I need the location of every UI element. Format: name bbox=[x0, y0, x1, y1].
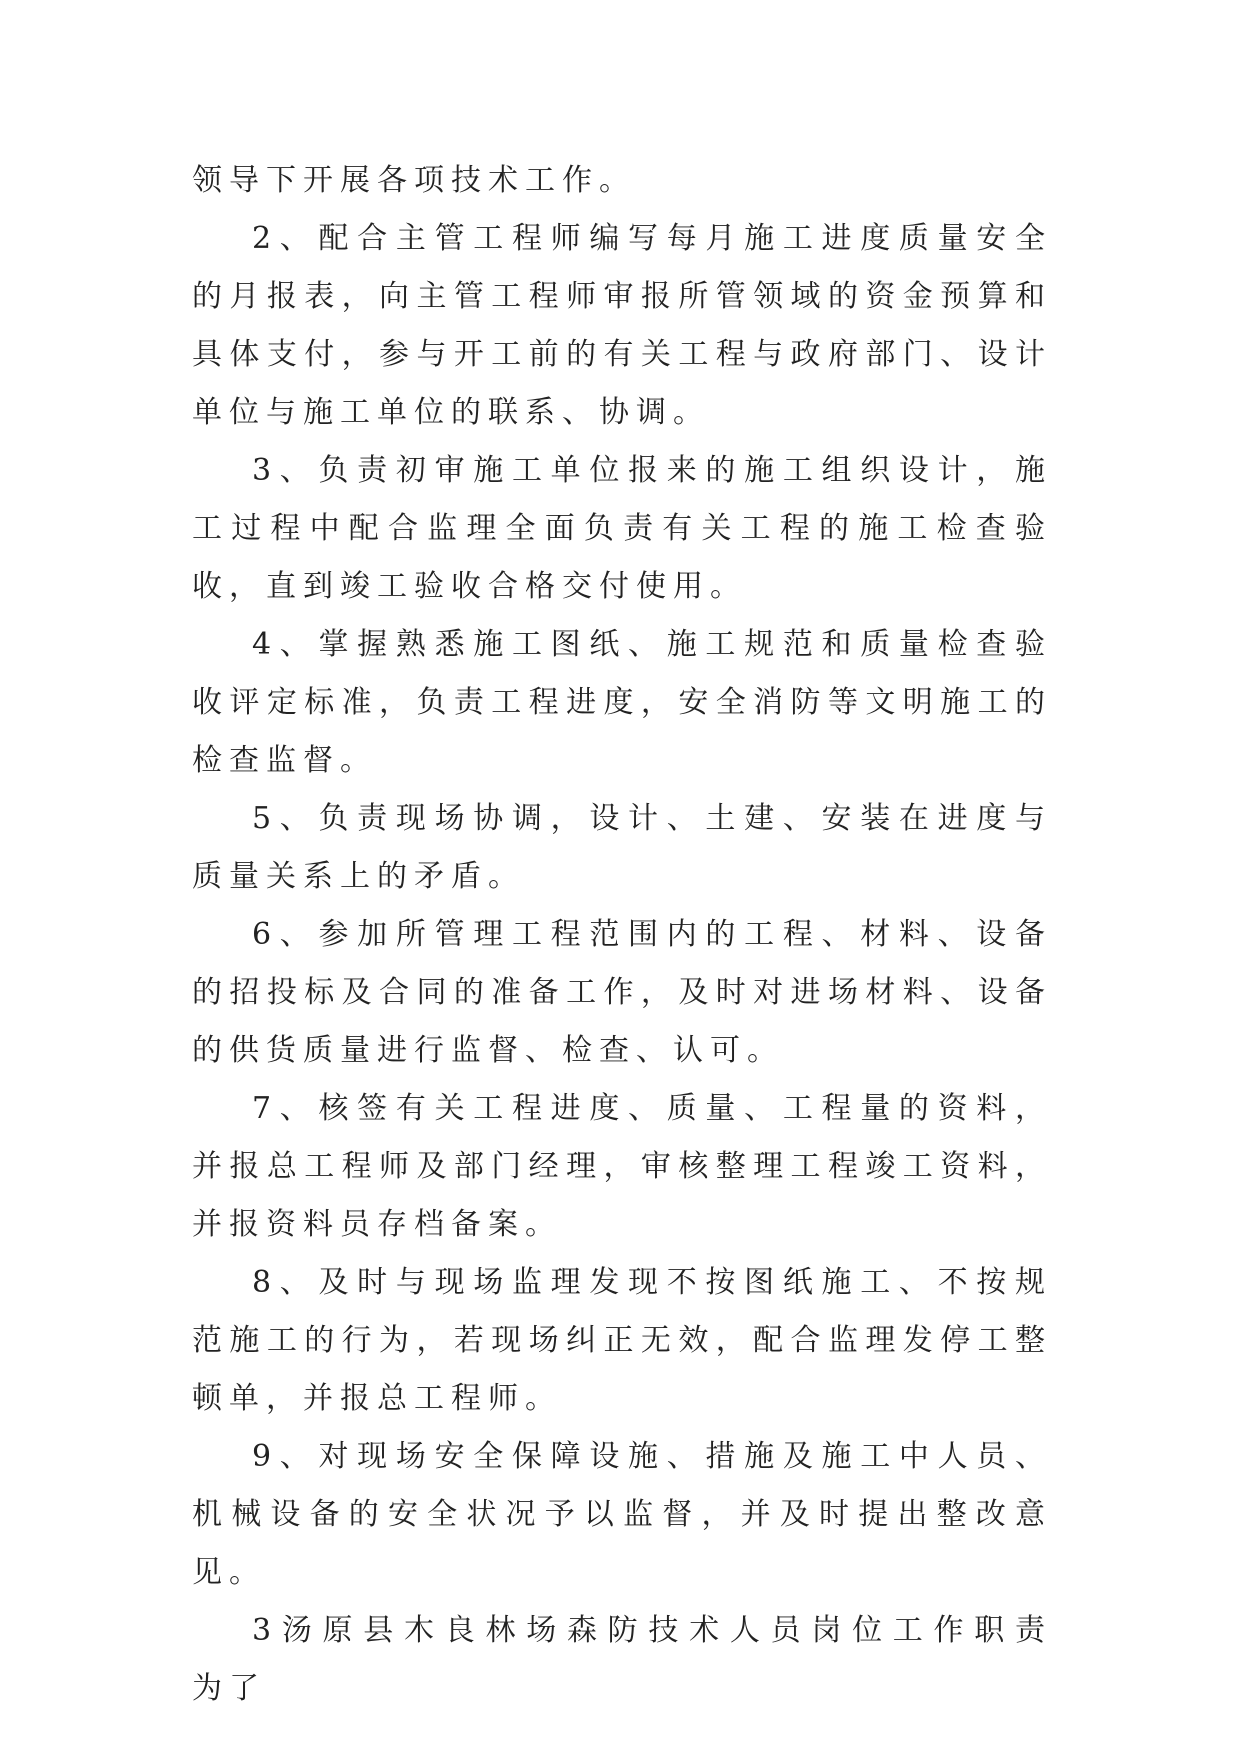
section-heading-line: 3汤原县木良林场森防技术人员岗位工作职责 为了 bbox=[192, 1613, 1119, 1706]
paragraph-item-3: 3、负责初审施工单位报来的施工组织设计，施工过程中配合监理全面负责有关工程的施工检查验收，直到竣工验收合格交付使用。 bbox=[192, 453, 1052, 604]
paragraph-item-4: 4、掌握熟悉施工图纸、施工规范和质量检查验收评定标准，负责工程进度，安全消防等文明施工的检查监督。 bbox=[192, 627, 1052, 778]
paragraph-item-2: 2、配合主管工程师编写每月施工进度质量安全的月报表，向主管工程师审报所管领域的资金预算和具体支付，参与开工前的有关工程与政府部门、设计单位与施工单位的联系、协调。 bbox=[192, 221, 1052, 430]
paragraph-item-7: 7、核签有关工程进度、质量、工程量的资料，并报总工程师及部门经理，审核整理工程竣工资料，并报资料员存档备案。 bbox=[192, 1091, 1052, 1242]
paragraph-continuation: 领导下开展各项技术工作。 bbox=[192, 163, 636, 198]
paragraph-item-5: 5、负责现场协调，设计、土建、安装在进度与质量关系上的矛盾。 bbox=[192, 801, 1052, 894]
paragraph-item-8: 8、及时与现场监理发现不按图纸施工、不按规范施工的行为，若现场纠正无效，配合监理发停工整顿单，并报总工程师。 bbox=[192, 1265, 1052, 1416]
paragraph-item-6: 6、参加所管理工程范围内的工程、材料、设备的招投标及合同的准备工作，及时对进场材料、设备的供货质量进行监督、检查、认可。 bbox=[192, 917, 1052, 1068]
paragraph-item-9: 9、对现场安全保障设施、措施及施工中人员、机械设备的安全状况予以监督，并及时提出整改意见。 bbox=[192, 1439, 1052, 1590]
document-body bbox=[192, 152, 1119, 1718]
